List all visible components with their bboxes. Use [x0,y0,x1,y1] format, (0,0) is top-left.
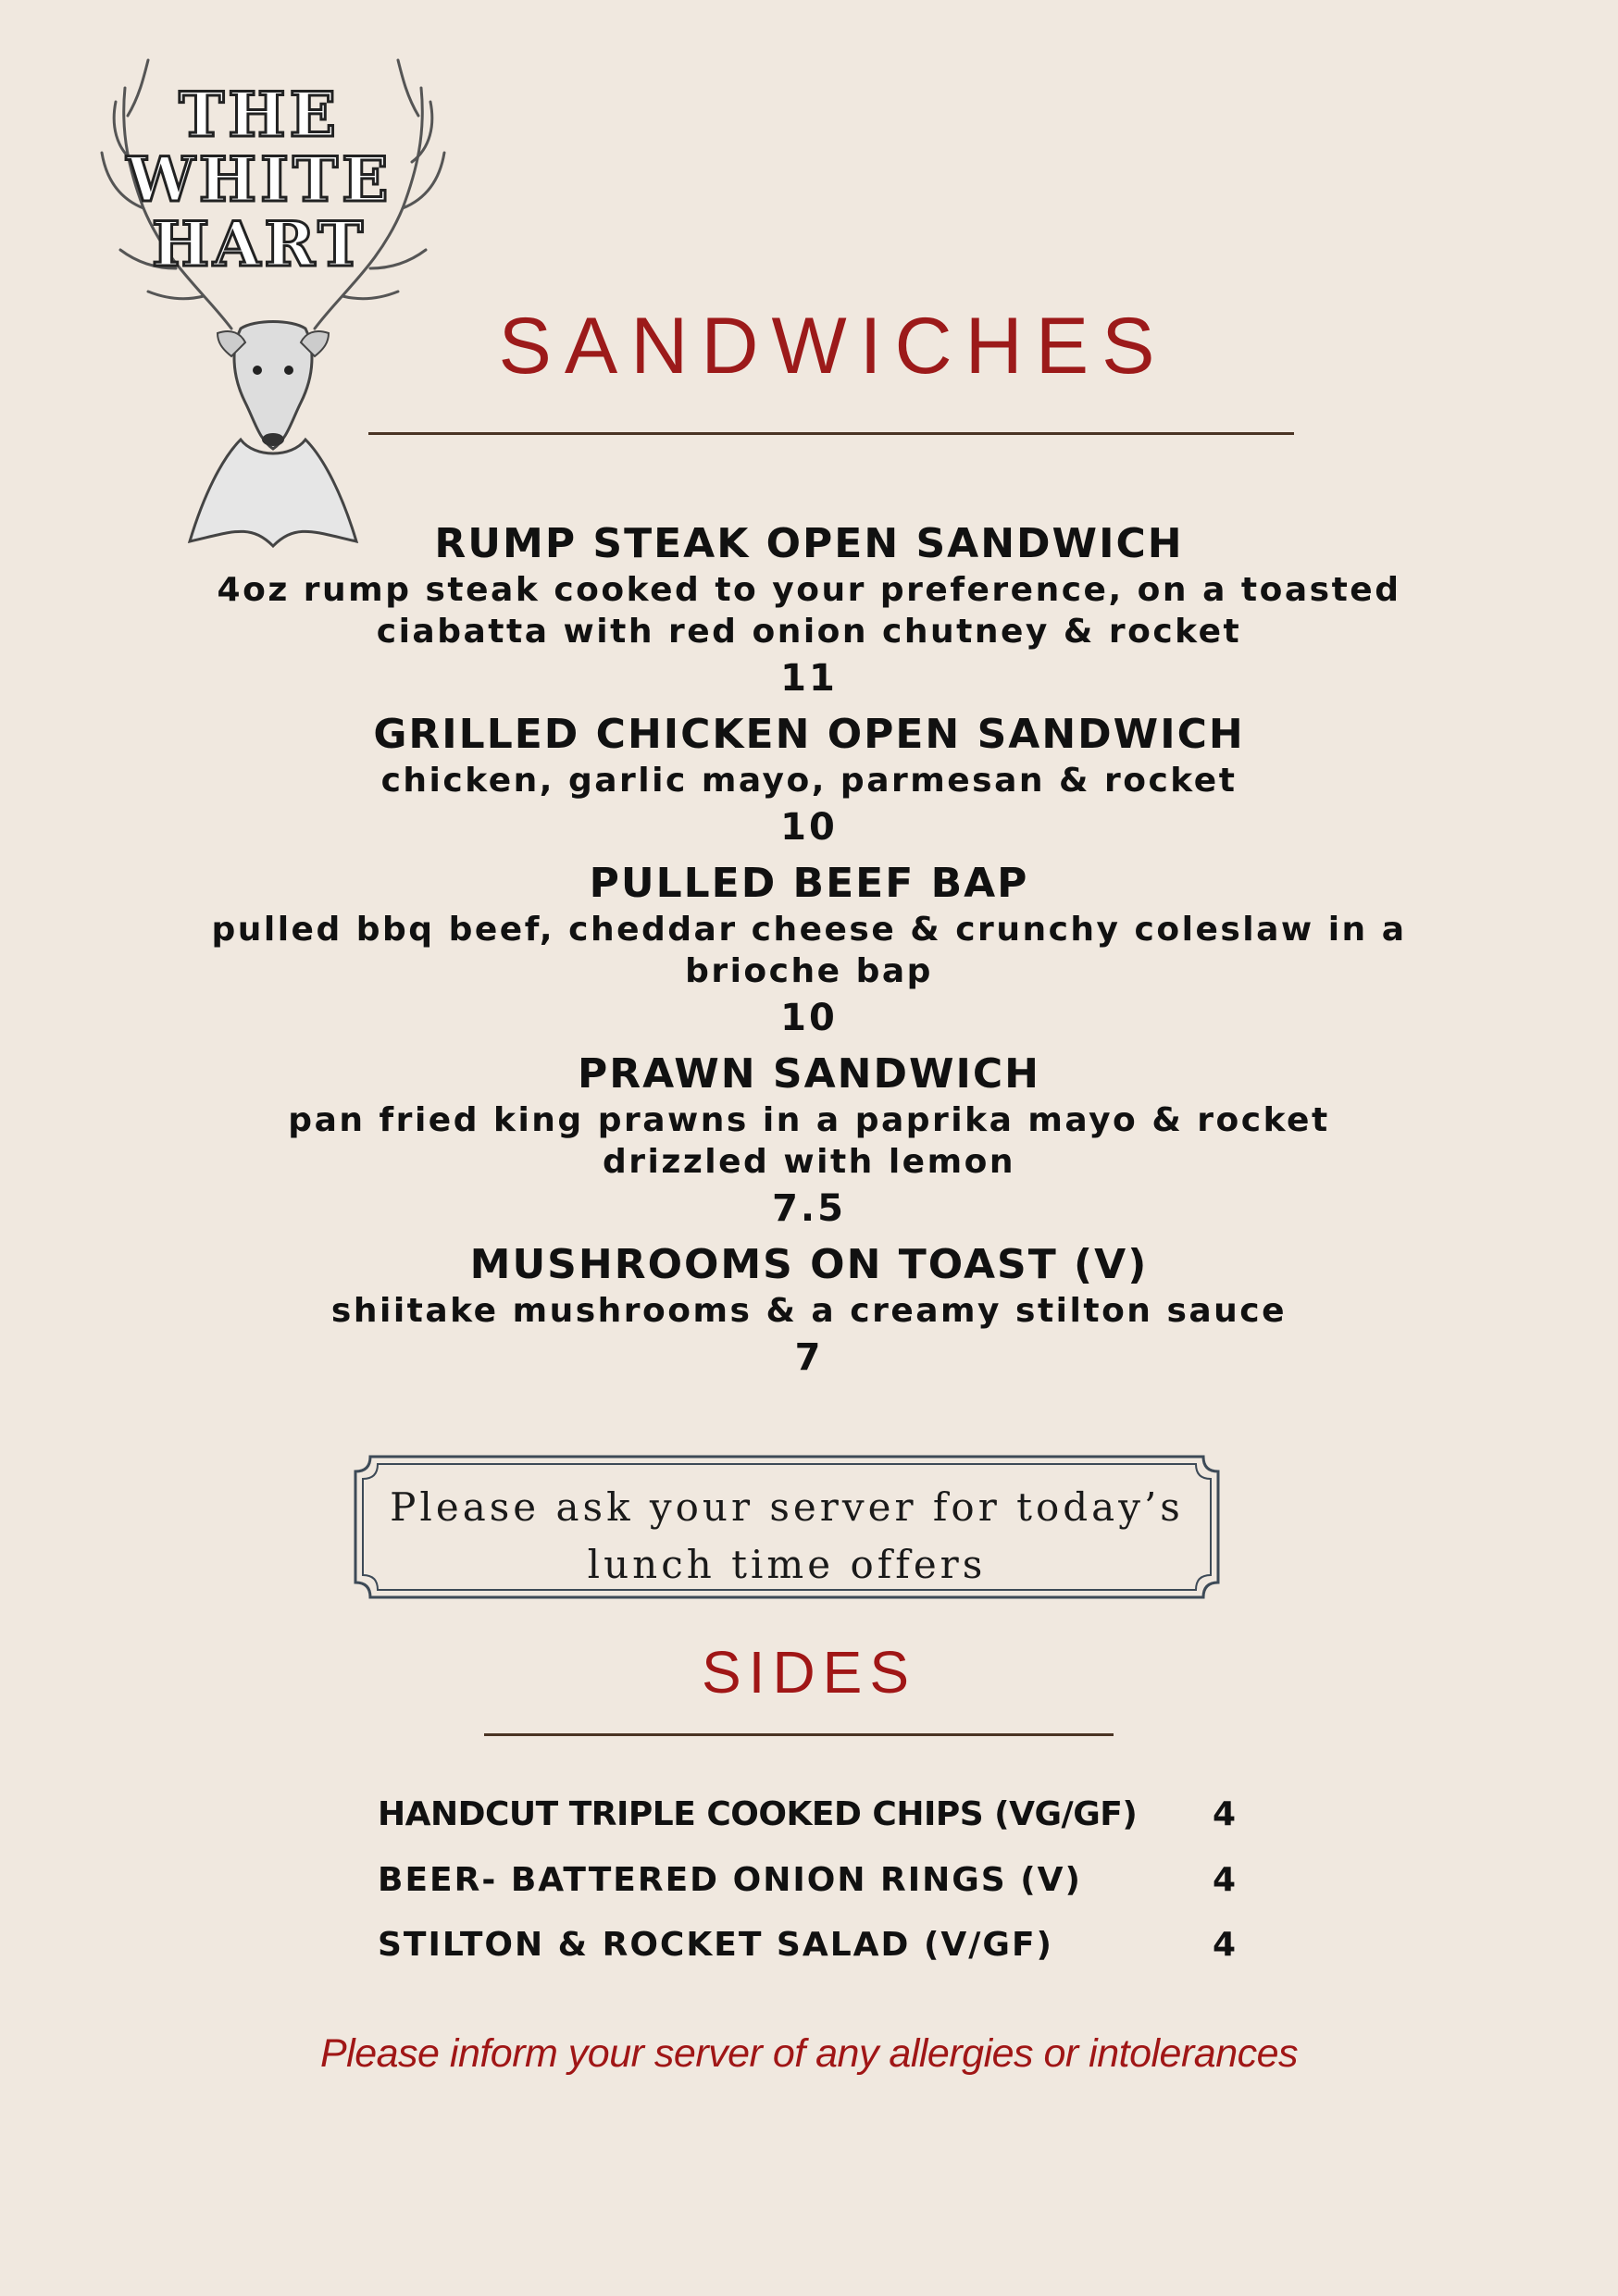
item-price: 10 [780,997,838,1039]
offer-box [352,1453,1222,1601]
side-name: STILTON & ROCKET SALAD (V/GF) [378,1926,1053,1964]
item-name: GRILLED CHICKEN OPEN SANDWICH [373,711,1245,758]
item-name: PULLED BEEF BAP [589,860,1029,907]
side-price: 4 [1213,1795,1237,1833]
side-name: HANDCUT TRIPLE COOKED CHIPS (VG/GF) [378,1795,1138,1833]
item-price: 7 [794,1336,824,1379]
item-price: 7.5 [772,1187,846,1230]
side-item [378,1861,1248,1907]
offer-line: lunch time offers [587,1542,987,1587]
side-item [378,1926,1248,1972]
logo-text-the: THE [179,79,340,151]
item-description: ciabatta with red onion chutney & rocket [376,613,1242,651]
item-price: 10 [780,806,838,849]
menu-item [0,858,1618,1045]
sandwich-list [0,518,1618,1388]
item-name: MUSHROOMS ON TOAST (V) [469,1241,1149,1288]
item-description: shiitake mushrooms & a creamy stilton sauce [330,1292,1288,1330]
item-description: drizzled with lemon [603,1143,1015,1181]
allergy-note: Please inform your server of any allergies or intolerances [319,2031,1299,2076]
item-name: PRAWN SANDWICH [578,1050,1040,1098]
offer-line: Please ask your server for today’s [390,1484,1184,1530]
item-description: 4oz rump steak cooked to your preference, on a toasted [217,571,1401,609]
menu-item [0,1049,1618,1235]
item-name: RUMP STEAK OPEN SANDWICH [434,520,1184,567]
sandwiches-title: SANDWICHES [498,302,1168,391]
side-price: 4 [1213,1926,1237,1964]
item-price: 11 [780,657,838,700]
menu-item [0,1239,1618,1384]
item-description: chicken, garlic mayo, parmesan & rocket [380,762,1238,800]
side-name: BEER- BATTERED ONION RINGS (V) [378,1861,1082,1899]
offer-text [352,1479,1222,1594]
logo-text-white: WHITE [126,143,392,216]
item-description: pulled bbq beef, cheddar cheese & crunchy coleslaw in a [211,911,1407,949]
item-description: pan fried king prawns in a paprika mayo & rocket [288,1101,1330,1139]
menu-item [0,709,1618,854]
side-item [378,1795,1248,1842]
sides-divider [484,1733,1114,1736]
side-price: 4 [1213,1861,1237,1899]
logo-text-hart: HART [151,208,367,280]
menu-item [0,518,1618,705]
item-description: brioche bap [685,952,933,990]
sides-title: SIDES [701,1639,917,1706]
title-divider [368,432,1294,435]
